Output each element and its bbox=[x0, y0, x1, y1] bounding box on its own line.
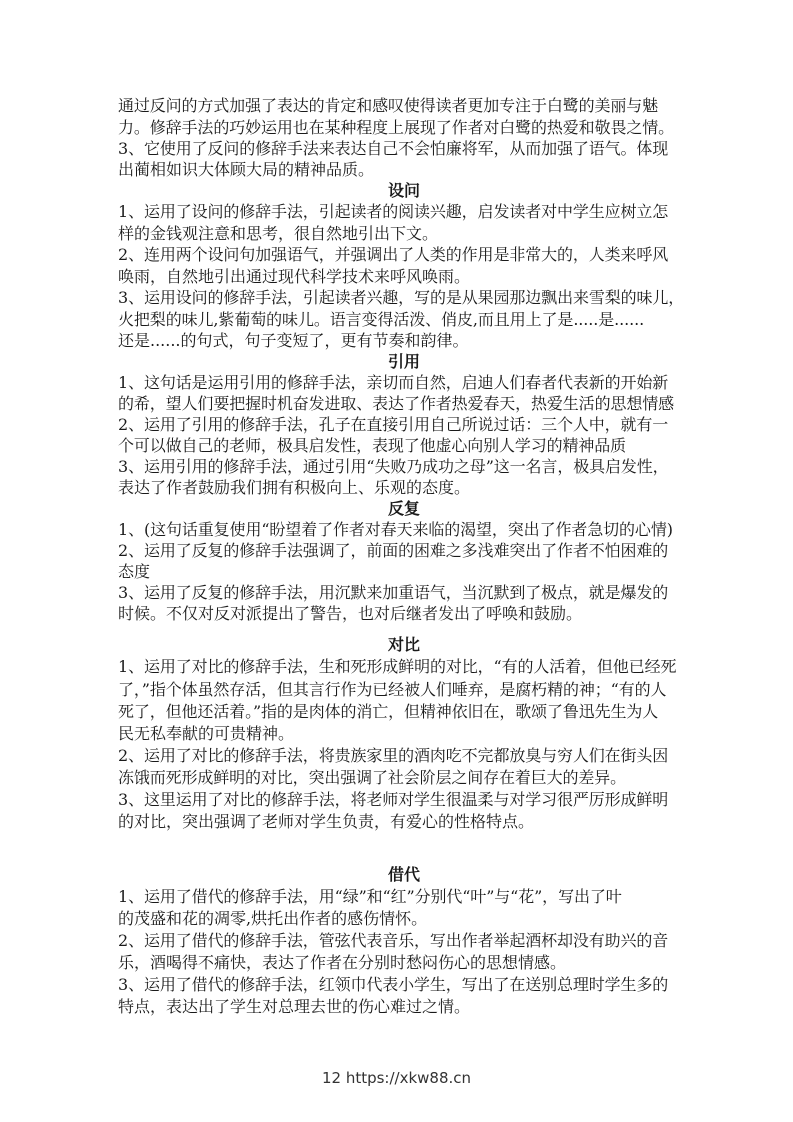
paragraph-line: 3、这里运用了对比的修辞手法，将老师对学生很温柔与对学习很严厉形成鲜明 bbox=[118, 790, 669, 809]
paragraph-line: 2、运用了借代的修辞手法，管弦代表音乐，写出作者举起酒杯却没有助兴的音 bbox=[118, 931, 669, 950]
paragraph-line: 的对比，突出强调了老师对学生负责，有爱心的性格特点。 bbox=[118, 812, 535, 831]
paragraph-line: 2、连用两个设问句加强语气，并强调出了人类的作用是非常大的，人类来呼风 bbox=[118, 245, 669, 264]
paragraph-line: 3、运用引用的修辞手法，通过引用“失败乃成功之母”这一名言，极具启发性， bbox=[118, 457, 669, 476]
paragraph-line: 1、(这句话重复使用“盼望着了作者对春天来临的渴望，突出了作者急切的心情) bbox=[118, 520, 673, 539]
paragraph-line: 力。修辞手法的巧妙运用也在某种程度上展现了作者对白鹭的热爱和敬畏之情。 bbox=[118, 118, 675, 137]
section-heading: 引用 bbox=[387, 352, 420, 371]
paragraph-line: 2、运用了对比的修辞手法，将贵族家里的酒肉吃不完都放臭与穷人们在街头因 bbox=[118, 746, 669, 765]
paragraph-line: 火把梨的味儿,紫葡萄的味儿。语言变得活泼、俏皮,而且用上了是.....是...... bbox=[118, 310, 645, 329]
paragraph-line: 还是......的句式，句子变短了，更有节奏和韵律。 bbox=[118, 331, 469, 350]
paragraph-line: 1、运用了设问的修辞手法，引起读者的阅读兴趣，启发读者对中学生应树立怎 bbox=[118, 202, 669, 221]
paragraph-line: 的茂盛和花的凋零,烘托出作者的感伤情怀。 bbox=[118, 909, 428, 928]
section-heading: 对比 bbox=[387, 635, 420, 654]
paragraph-line: 了，”指个体虽然存活，但其言行作为已经被人们唾弃，是腐朽精的神；“有的人 bbox=[118, 680, 667, 699]
paragraph-line: 1、运用了借代的修辞手法，用“绿”和“红”分别代“叶”与“花”，写出了叶 bbox=[118, 887, 622, 906]
paragraph-line: 表达了作者鼓励我们拥有积极向上、乐观的态度。 bbox=[118, 478, 471, 497]
paragraph-line: 民无私奉献的可贵精神。 bbox=[118, 724, 295, 743]
paragraph-line: 样的金钱观注意和思考，很自然地引出下文。 bbox=[118, 224, 439, 243]
paragraph-line: 2、运用了反复的修辞手法强调了，前面的困难之多浅难突出了作者不怕困难的 bbox=[118, 541, 669, 560]
paragraph-line: 唤雨，自然地引出通过现代科学技术来呼风唤雨。 bbox=[118, 267, 471, 286]
paragraph-line: 态度 bbox=[118, 562, 151, 581]
paragraph-line: 乐，酒喝得不痛快，表达了作者在分别时愁闷伤心的思想情感。 bbox=[118, 953, 567, 972]
paragraph-line: 3、运用设问的修辞手法，引起读者兴趣，写的是从果园那边飘出来雪梨的味儿， bbox=[118, 288, 685, 307]
section-heading: 反复 bbox=[387, 499, 420, 518]
paragraph-line: 通过反问的方式加强了表达的肯定和感叹使得读者更加专注于白鹭的美丽与魅 bbox=[118, 96, 659, 115]
paragraph-line: 个可以做自己的老师，极具启发性，表现了他虚心向别人学习的精神品质 bbox=[118, 436, 627, 455]
paragraph-line: 时候。不仅对反对派提出了警告，也对后继者发出了呼唤和鼓励。 bbox=[118, 604, 583, 623]
paragraph-line: 的希，望人们要把握时机奋发进取、表达了作者热爱春天，热爱生活的思想情感 bbox=[118, 394, 675, 413]
section-heading: 借代 bbox=[387, 865, 420, 884]
paragraph-line: 2、运用了引用的修辞手法，孔子在直接引用自己所说过话：三个人中，就有一 bbox=[118, 415, 669, 434]
paragraph-line: 冻饿而死形成鲜明的对比，突出强调了社会阶层之间存在着巨大的差异。 bbox=[118, 768, 627, 787]
section-heading: 设问 bbox=[387, 181, 420, 200]
paragraph-line: 1、这句话是运用引用的修辞手法，亲切而自然，启迪人们春者代表新的开始新 bbox=[118, 373, 669, 392]
paragraph-line: 特点，表达出了学生对总理去世的伤心难过之情。 bbox=[118, 997, 471, 1016]
paragraph-line: 1、运用了对比的修辞手法，生和死形成鲜明的对比，“有的人活着，但他已经死 bbox=[118, 657, 677, 676]
paragraph-line: 3、运用了反复的修辞手法，用沉默来加重语气，当沉默到了极点，就是爆发的 bbox=[118, 583, 669, 602]
paragraph-line: 3、它使用了反问的修辞手法来表达自己不会怕廉将军，从而加强了语气。体现 bbox=[118, 139, 669, 158]
paragraph-line: 3、运用了借代的修辞手法，红领巾代表小学生，写出了在送别总理时学生多的 bbox=[118, 975, 669, 994]
page-footer: 12 https://xkw88.cn bbox=[321, 1069, 472, 1087]
paragraph-line: 死了，但他还活着。”指的是肉体的消亡，但精神依旧在，歌颂了鲁迅先生为人 bbox=[118, 702, 659, 721]
paragraph-line: 出蔺相如识大体顾大局的精神品质。 bbox=[118, 160, 375, 179]
